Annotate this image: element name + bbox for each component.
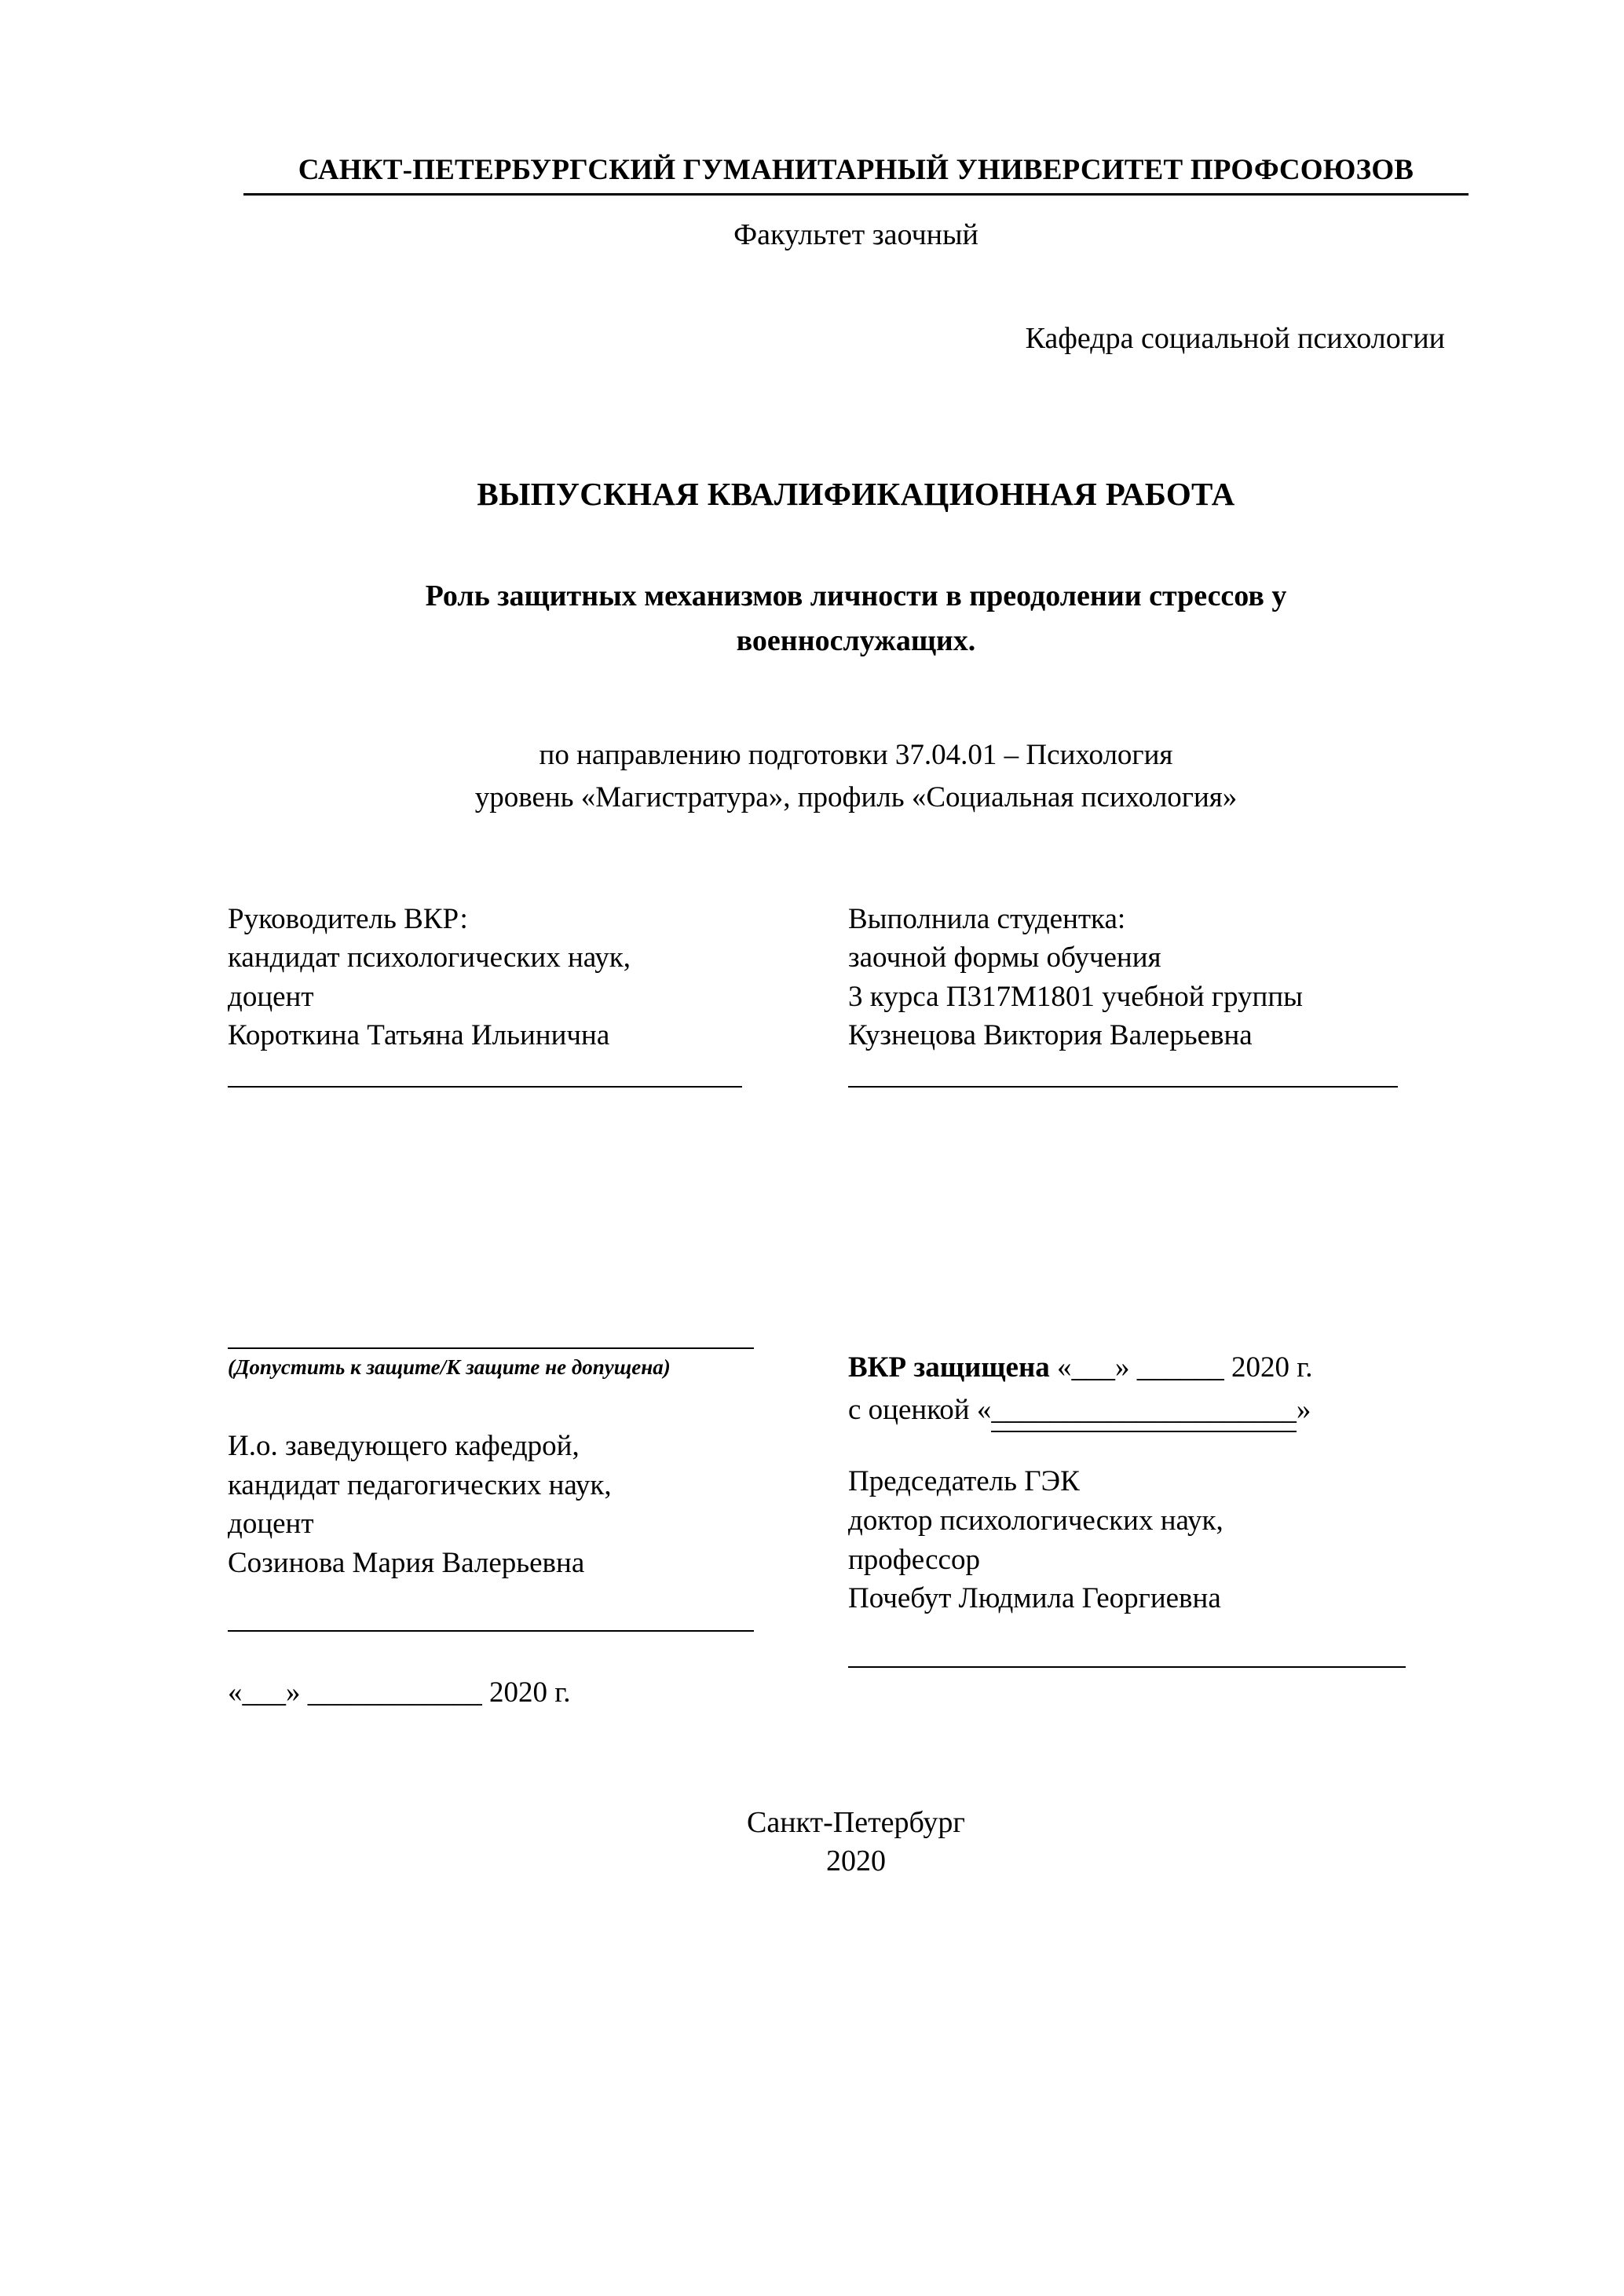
admission-date: «___» ____________ 2020 г. bbox=[228, 1676, 571, 1709]
supervisor-name: Короткина Татьяна Ильинична bbox=[228, 1019, 610, 1052]
gek-chair-name: Почебут Людмила Георгиевна bbox=[848, 1582, 1221, 1615]
head-degree: кандидат педагогических наук, bbox=[228, 1468, 612, 1501]
student-form: заочной формы обучения bbox=[848, 941, 1161, 974]
grade-blank: _____________________ bbox=[991, 1389, 1297, 1433]
department-name: Кафедра социальной психологии bbox=[1025, 322, 1445, 355]
faculty-name: Факультет заочный bbox=[733, 218, 978, 251]
admission-signature-line bbox=[228, 1347, 754, 1349]
head-of-department-info bbox=[228, 1427, 848, 1582]
program-level: уровень «Магистратура», профиль «Социальная психология» bbox=[474, 781, 1238, 814]
university-name: САНКТ-ПЕТЕРБУРГСКИЙ ГУМАНИТАРНЫЙ УНИВЕРСИТЕТ ПРОФСОЮЗОВ bbox=[243, 153, 1469, 196]
head-signature-line bbox=[228, 1629, 754, 1632]
student-role: Выполнила студентка: bbox=[848, 902, 1126, 935]
defense-date-template: «___» ______ 2020 г. bbox=[1057, 1351, 1313, 1384]
approval-block bbox=[228, 1347, 1484, 1709]
gek-chair-degree: доктор психологических наук, bbox=[848, 1504, 1223, 1537]
gek-chair-role: Председатель ГЭК bbox=[848, 1465, 1080, 1498]
page-content bbox=[228, 153, 1484, 1878]
head-role: И.о. заведующего кафедрой, bbox=[228, 1430, 580, 1463]
document-type: ВЫПУСКНАЯ КВАЛИФИКАЦИОННАЯ РАБОТА bbox=[477, 476, 1235, 512]
admission-block bbox=[228, 1347, 848, 1709]
grade-suffix: » bbox=[1296, 1393, 1311, 1426]
thesis-title: Роль защитных механизмов личности в преодолении стрессов у военнослужащих. bbox=[425, 579, 1287, 657]
supervisor-rank: доцент bbox=[228, 980, 314, 1013]
gek-chair-info bbox=[848, 1462, 1484, 1618]
student-signature-line bbox=[848, 1085, 1398, 1088]
student-block bbox=[848, 900, 1484, 1088]
defense-grade-row bbox=[848, 1389, 1484, 1433]
supervisor-signature-line bbox=[228, 1085, 742, 1088]
head-name: Созинова Мария Валерьевна bbox=[228, 1546, 585, 1579]
student-name: Кузнецова Виктория Валерьевна bbox=[848, 1019, 1253, 1052]
defense-date-row bbox=[848, 1347, 1484, 1389]
year: 2020 bbox=[826, 1844, 886, 1877]
gek-chair-rank: профессор bbox=[848, 1543, 980, 1576]
student-group: 3 курса П317М1801 учебной группы bbox=[848, 980, 1303, 1013]
grade-prefix: с оценкой « bbox=[848, 1393, 992, 1426]
authors-block bbox=[228, 900, 1484, 1088]
defense-label: ВКР защищена bbox=[848, 1351, 1050, 1384]
city: Санкт-Петербург bbox=[746, 1806, 966, 1840]
supervisor-block bbox=[228, 900, 848, 1088]
head-rank: доцент bbox=[228, 1508, 314, 1541]
program-direction: по направлению подготовки 37.04.01 – Психология bbox=[539, 739, 1173, 771]
supervisor-degree: кандидат психологических наук, bbox=[228, 941, 631, 974]
admission-note: (Допустить к защите/К защите не допущена) bbox=[228, 1355, 671, 1380]
gek-chair-signature-line bbox=[848, 1665, 1406, 1668]
supervisor-role: Руководитель ВКР: bbox=[228, 902, 468, 935]
defense-block bbox=[848, 1347, 1484, 1709]
